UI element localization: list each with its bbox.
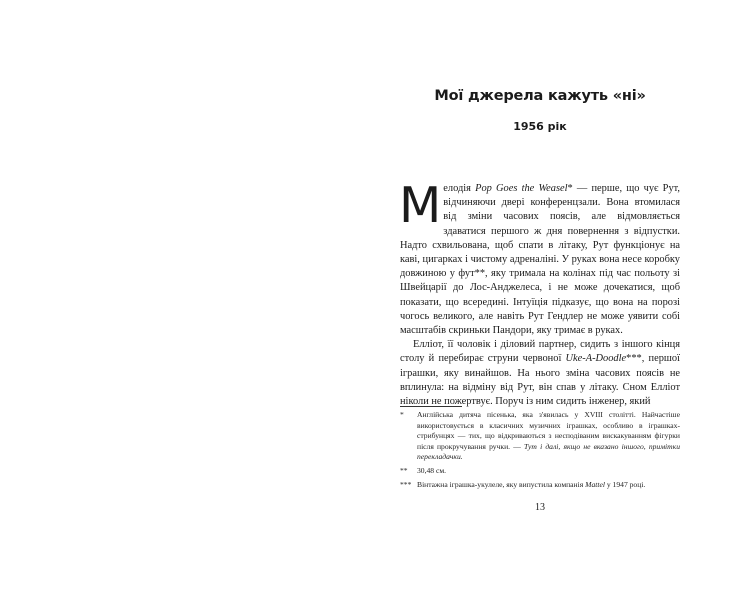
footnote-mark: *** [400, 479, 412, 489]
body-paragraph-2 [400, 338, 680, 409]
footnotes [400, 410, 680, 493]
drop-cap: М [399, 177, 440, 234]
footnote [400, 480, 680, 491]
footnote-text: 30,48 см. [417, 465, 447, 475]
footnote-text: Англійська дитяча пісенька, яка з'явилась у XVIII столітті. Найчастіше використовується в класичних музичних іграшках, особливо в іграшках-стрибунцях — тих, що відкриваються з несподіваним вискакуванням фігурки після прокручування ручки. — Тут і далі, якщо не вказано іншого, примітки перекладачки. [417, 410, 680, 462]
paragraph-1-text: елодія Pop Goes the Weasel* — перше, що чує Рут, відчиняючи двері конференцзали. Вона втомилася від зміни часових поясів, але відмовляється здаватися першого ж дня повернення з відпустки. Надто схвильована, щоб спати в літаку, Рут функціонує на каві, цигарках і чистому адреналіні. У руках вона несе коробку довжиною у фут**, яку тримала на колінах під час польоту зі Швейцарії до Лос-Анджелеса, і не може дочекатися, щоб показати, що всередині. Інтуїція підказує, що вона на порозі чогось великого, але навіть Рут Гендлер не може уявити собі масштабів скриньки Пандори, яку тримає в руках. [400, 183, 681, 337]
footnote [400, 466, 680, 477]
footnote-mark: * [400, 410, 404, 419]
footnote-text: Вінтажна іграшка-укулеле, яку випустила компанія Mattel у 1947 році. [417, 479, 646, 489]
page-number: 13 [535, 502, 545, 513]
italic-text: Uke-A-Doodle [565, 353, 627, 365]
italic-text: Pop Goes the Weasel [475, 183, 568, 194]
italic-text: Тут і далі, якщо не вказано іншого, примітки перекладачки. [417, 441, 680, 462]
footnote-mark: ** [400, 465, 408, 475]
footnote [400, 410, 680, 463]
italic-text: Mattel [585, 479, 605, 489]
paragraph-2-text: Елліот, її чоловік і діловий партнер, сидить з іншого кінця столу й перебирає струни червоної Uke-A-Doodle***, першої іграшки, яку винайшов. На нього зміна часових поясів не вплинула: на відміну від Рут, він спав у літаку. Сном Елліот ніколи не пожертвує. Поруч із ним сидить інженер, який [400, 339, 680, 408]
body-text [399, 177, 681, 409]
chapter-year: 1956 рік [513, 120, 567, 133]
footnote-divider [400, 406, 462, 407]
chapter-title: Мої джерела кажуть «ні» [434, 88, 646, 104]
body-paragraph-1 [399, 177, 681, 338]
